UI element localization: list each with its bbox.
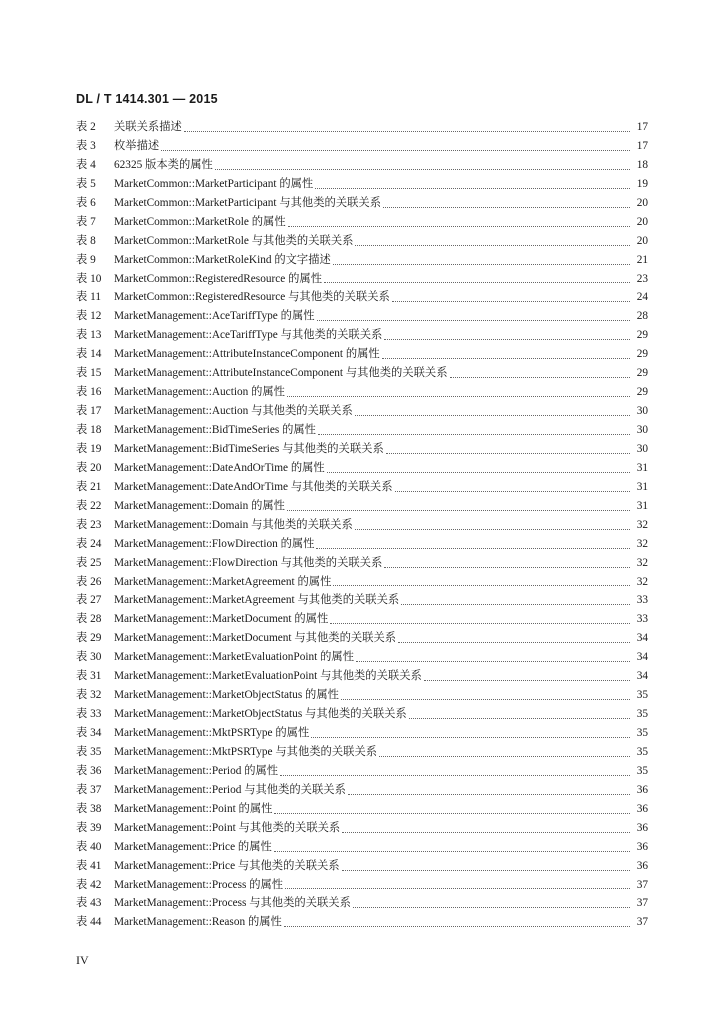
toc-entry-page: 37 <box>636 897 648 910</box>
toc-entry-title: MarketManagement::MarketEvaluationPoint 的属性 <box>114 651 355 664</box>
toc-dot-leader <box>353 907 630 908</box>
toc-entry[interactable] <box>76 819 648 838</box>
toc-entry-page: 21 <box>636 253 648 266</box>
toc-entry-number: 表 44 <box>76 916 102 929</box>
toc-entry-page: 30 <box>636 442 648 455</box>
toc-entry[interactable] <box>76 743 648 762</box>
toc-entry-title: MarketManagement::Point 与其他类的关联关系 <box>114 821 341 834</box>
toc-entry-number: 表 19 <box>76 442 102 455</box>
toc-entry-number: 表 4 <box>76 158 96 171</box>
toc-entry-title: 枚举描述 <box>114 139 160 152</box>
toc-entry[interactable] <box>76 667 648 686</box>
toc-entry-page: 37 <box>636 916 648 929</box>
toc-entry-title: MarketManagement::Process 的属性 <box>114 878 284 891</box>
toc-entry-page: 31 <box>636 461 648 474</box>
toc-entry[interactable] <box>76 364 648 383</box>
toc-entry-title: MarketManagement::MarketEvaluationPoint 与其他类的关联关系 <box>114 670 422 683</box>
toc-entry-number: 表 7 <box>76 215 96 228</box>
toc-entry-title: MarketManagement::MarketObjectStatus 与其他类的关联关系 <box>114 708 407 721</box>
toc-entry-number: 表 17 <box>76 405 102 418</box>
toc-entry-number: 表 26 <box>76 575 102 588</box>
toc-entry-page: 36 <box>636 840 648 853</box>
toc-entry-title: MarketCommon::MarketParticipant 的属性 <box>114 177 314 190</box>
toc-dot-leader <box>317 320 630 321</box>
toc-dot-leader <box>330 623 630 624</box>
toc-entry-title: MarketManagement::MarketAgreement 与其他类的关联关系 <box>114 594 400 607</box>
toc-entry[interactable] <box>76 610 648 629</box>
toc-entry[interactable] <box>76 270 648 289</box>
toc-dot-leader <box>324 282 630 283</box>
toc-entry[interactable] <box>76 516 648 535</box>
toc-entry-page: 17 <box>636 121 648 133</box>
toc-entry-title: MarketCommon::MarketRoleKind 的文字描述 <box>114 253 331 266</box>
toc-entry-title: MarketManagement::FlowDirection 与其他类的关联关系 <box>114 556 383 569</box>
toc-entry-page: 33 <box>636 594 648 607</box>
toc-dot-leader <box>333 585 630 586</box>
toc-entry-page: 35 <box>636 689 648 702</box>
toc-entry-number: 表 24 <box>76 537 102 550</box>
toc-entry-title: MarketManagement::AceTariffType 与其他类的关联关系 <box>114 329 383 342</box>
toc-dot-leader <box>392 301 630 302</box>
toc-entry-number: 表 9 <box>76 253 96 266</box>
toc-dot-leader <box>382 358 630 359</box>
toc-entry-page: 36 <box>636 821 648 834</box>
toc-entry-page: 35 <box>636 708 648 721</box>
toc-entry-page: 30 <box>636 424 648 436</box>
toc-dot-leader <box>284 926 630 927</box>
toc-entry-page: 35 <box>636 727 648 739</box>
toc-entry-page: 17 <box>636 139 648 152</box>
toc-dot-leader <box>355 415 630 416</box>
toc-dot-leader <box>274 851 630 852</box>
document-header: DL / T 1414.301 — 2015 <box>76 92 218 106</box>
toc-entry[interactable] <box>76 251 648 270</box>
toc-dot-leader <box>348 794 630 795</box>
toc-entry-page: 20 <box>636 196 648 209</box>
toc-entry[interactable] <box>76 913 648 932</box>
toc-dot-leader <box>395 491 630 492</box>
toc-entry-number: 表 27 <box>76 594 102 607</box>
toc-entry-number: 表 40 <box>76 840 102 853</box>
toc-entry-title: MarketManagement::BidTimeSeries 的属性 <box>114 424 316 436</box>
toc-entry-page: 20 <box>636 234 648 247</box>
toc-entry-number: 表 32 <box>76 689 102 702</box>
toc-entry[interactable] <box>76 421 648 440</box>
toc-entry-page: 32 <box>636 537 648 550</box>
toc-entry-number: 表 2 <box>76 121 96 133</box>
toc-entry[interactable] <box>76 535 648 554</box>
toc-entry[interactable] <box>76 629 648 648</box>
toc-entry-number: 表 42 <box>76 878 102 891</box>
toc-dot-leader <box>383 207 630 208</box>
toc-entry[interactable] <box>76 857 648 876</box>
toc-entry-number: 表 14 <box>76 348 102 361</box>
toc-dot-leader <box>398 642 630 643</box>
toc-entry[interactable] <box>76 724 648 743</box>
toc-dot-leader <box>384 567 630 568</box>
toc-entry-page: 36 <box>636 783 648 796</box>
toc-dot-leader <box>356 661 630 662</box>
toc-entry-number: 表 37 <box>76 783 102 796</box>
toc-entry-number: 表 3 <box>76 139 96 152</box>
toc-entry-title: MarketManagement::Auction 与其他类的关联关系 <box>114 405 353 418</box>
toc-dot-leader <box>215 169 630 170</box>
toc-entry-page: 32 <box>636 575 648 588</box>
toc-entry[interactable] <box>76 478 648 497</box>
toc-entry-title: MarketCommon::RegisteredResource 的属性 <box>114 272 323 285</box>
toc-entry-page: 33 <box>636 613 648 626</box>
toc-dot-leader <box>318 434 630 435</box>
toc-entry-title: MarketManagement::Price 的属性 <box>114 840 272 853</box>
toc-entry-title: MarketManagement::FlowDirection 的属性 <box>114 537 315 550</box>
toc-entry-title: MarketManagement::Domain 的属性 <box>114 499 285 512</box>
toc-entry[interactable] <box>76 402 648 421</box>
toc-dot-leader <box>355 245 630 246</box>
toc-entry-title: MarketManagement::Period 的属性 <box>114 764 279 777</box>
toc-entry-title: MarketManagement::MktPSRType 的属性 <box>114 727 310 739</box>
toc-dot-leader <box>379 756 630 757</box>
toc-dot-leader <box>341 699 630 700</box>
toc-dot-leader <box>424 680 630 681</box>
toc-entry[interactable] <box>76 686 648 705</box>
toc-entry[interactable] <box>76 876 648 895</box>
toc-entry-page: 23 <box>636 272 648 285</box>
toc-entry[interactable] <box>76 800 648 819</box>
toc-entry-number: 表 21 <box>76 480 102 493</box>
toc-entry-page: 29 <box>636 386 648 399</box>
toc-entry-page: 36 <box>636 802 648 815</box>
toc-entry-title: MarketCommon::RegisteredResource 与其他类的关联关系 <box>114 291 390 304</box>
toc-entry[interactable] <box>76 440 648 459</box>
toc-entry-number: 表 23 <box>76 518 102 531</box>
toc-entry-number: 表 10 <box>76 272 102 285</box>
toc-entry-title: MarketManagement::Period 与其他类的关联关系 <box>114 783 346 796</box>
toc-entry-number: 表 39 <box>76 821 102 834</box>
toc-entry-number: 表 6 <box>76 196 96 209</box>
toc-entry[interactable] <box>76 591 648 610</box>
toc-entry-title: MarketManagement::Process 与其他类的关联关系 <box>114 897 351 910</box>
toc-entry-number: 表 15 <box>76 367 102 380</box>
toc-entry-page: 32 <box>636 556 648 569</box>
toc-entry-title: MarketManagement::AttributeInstanceComponent 与其他类的关联关系 <box>114 367 448 380</box>
page-folio: IV <box>76 953 89 967</box>
toc-dot-leader <box>288 226 630 227</box>
toc-entry-number: 表 43 <box>76 897 102 910</box>
toc-entry[interactable] <box>76 573 648 592</box>
toc-entry[interactable] <box>76 648 648 667</box>
toc-entry-title: 关联关系描述 <box>114 121 182 133</box>
table-of-tables <box>76 118 648 932</box>
toc-entry[interactable] <box>76 345 648 364</box>
toc-entry[interactable] <box>76 894 648 913</box>
toc-entry-title: MarketManagement::Point 的属性 <box>114 802 273 815</box>
toc-entry[interactable] <box>76 156 648 175</box>
toc-entry-page: 31 <box>636 480 648 493</box>
toc-entry-page: 37 <box>636 878 648 891</box>
toc-entry-title: MarketManagement::MarketAgreement 的属性 <box>114 575 332 588</box>
toc-dot-leader <box>316 548 630 549</box>
toc-entry-number: 表 16 <box>76 386 102 399</box>
toc-entry[interactable] <box>76 118 648 137</box>
toc-entry-number: 表 5 <box>76 177 96 190</box>
toc-entry[interactable] <box>76 838 648 857</box>
toc-entry-page: 35 <box>636 764 648 777</box>
toc-entry-page: 29 <box>636 329 648 342</box>
toc-entry-page: 34 <box>636 651 648 664</box>
toc-dot-leader <box>280 775 630 776</box>
toc-dot-leader <box>161 150 630 151</box>
toc-entry-title: MarketManagement::Reason 的属性 <box>114 916 282 929</box>
toc-entry-number: 表 29 <box>76 632 102 645</box>
toc-entry-number: 表 13 <box>76 329 102 342</box>
toc-entry-number: 表 35 <box>76 745 102 758</box>
toc-entry-number: 表 11 <box>76 291 101 304</box>
toc-entry[interactable] <box>76 137 648 156</box>
toc-entry-page: 28 <box>636 310 648 323</box>
toc-entry-number: 表 8 <box>76 234 96 247</box>
toc-dot-leader <box>401 604 630 605</box>
toc-dot-leader <box>342 832 630 833</box>
toc-entry-number: 表 36 <box>76 764 102 777</box>
toc-entry[interactable] <box>76 194 648 213</box>
toc-entry-title: MarketManagement::AceTariffType 的属性 <box>114 310 315 323</box>
toc-entry-page: 29 <box>636 348 648 361</box>
toc-entry-number: 表 25 <box>76 556 102 569</box>
toc-entry-title: MarketCommon::MarketParticipant 与其他类的关联关系 <box>114 196 382 209</box>
toc-entry-title: MarketManagement::BidTimeSeries 与其他类的关联关系 <box>114 442 384 455</box>
toc-entry[interactable] <box>76 762 648 781</box>
toc-entry-number: 表 12 <box>76 310 102 323</box>
toc-entry[interactable] <box>76 497 648 516</box>
toc-entry-page: 34 <box>636 670 648 683</box>
toc-entry-number: 表 28 <box>76 613 102 626</box>
toc-entry-page: 31 <box>636 499 648 512</box>
toc-dot-leader <box>409 718 630 719</box>
toc-entry-title: MarketManagement::Auction 的属性 <box>114 386 285 399</box>
toc-entry[interactable] <box>76 781 648 800</box>
toc-dot-leader <box>355 529 630 530</box>
toc-entry-page: 18 <box>636 158 648 171</box>
toc-dot-leader <box>384 339 630 340</box>
toc-entry[interactable] <box>76 383 648 402</box>
toc-entry[interactable] <box>76 705 648 724</box>
toc-entry-number: 表 20 <box>76 461 102 474</box>
toc-entry-title: MarketCommon::MarketRole 的属性 <box>114 215 286 228</box>
toc-entry-title: MarketManagement::DateAndOrTime 的属性 <box>114 461 325 474</box>
toc-entry[interactable] <box>76 232 648 251</box>
toc-entry-number: 表 31 <box>76 670 102 683</box>
toc-entry-number: 表 41 <box>76 859 102 872</box>
toc-entry-number: 表 30 <box>76 651 102 664</box>
toc-entry[interactable] <box>76 554 648 573</box>
toc-entry-page: 29 <box>636 367 648 380</box>
toc-entry[interactable] <box>76 213 648 232</box>
toc-entry-title: MarketManagement::MktPSRType 与其他类的关联关系 <box>114 745 378 758</box>
toc-entry-number: 表 18 <box>76 424 102 436</box>
toc-entry-title: MarketManagement::Domain 与其他类的关联关系 <box>114 518 353 531</box>
toc-entry[interactable] <box>76 307 648 326</box>
toc-entry-title: MarketCommon::MarketRole 与其他类的关联关系 <box>114 234 354 247</box>
toc-dot-leader <box>287 510 630 511</box>
toc-entry-page: 35 <box>636 745 648 758</box>
toc-dot-leader <box>274 813 630 814</box>
toc-entry-page: 24 <box>636 291 648 304</box>
toc-entry[interactable] <box>76 288 648 307</box>
toc-entry[interactable] <box>76 326 648 345</box>
toc-entry-title: MarketManagement::Price 与其他类的关联关系 <box>114 859 340 872</box>
toc-entry-title: MarketManagement::MarketDocument 的属性 <box>114 613 329 626</box>
toc-entry-page: 34 <box>636 632 648 645</box>
toc-entry-number: 表 38 <box>76 802 102 815</box>
toc-entry-number: 表 33 <box>76 708 102 721</box>
toc-entry-title: MarketManagement::AttributeInstanceComponent 的属性 <box>114 348 380 361</box>
toc-entry-page: 30 <box>636 405 648 418</box>
toc-entry-number: 表 34 <box>76 727 102 739</box>
toc-entry-number: 表 22 <box>76 499 102 512</box>
toc-entry-page: 20 <box>636 215 648 228</box>
toc-dot-leader <box>311 737 630 738</box>
toc-dot-leader <box>315 188 630 189</box>
toc-dot-leader <box>333 264 630 265</box>
toc-dot-leader <box>386 453 630 454</box>
toc-dot-leader <box>327 472 630 473</box>
toc-entry-page: 32 <box>636 518 648 531</box>
toc-dot-leader <box>342 870 630 871</box>
toc-dot-leader <box>285 888 630 889</box>
toc-dot-leader <box>184 131 630 132</box>
toc-entry-page: 19 <box>636 177 648 190</box>
toc-dot-leader <box>287 396 630 397</box>
toc-dot-leader <box>450 377 630 378</box>
toc-entry-title: MarketManagement::MarketObjectStatus 的属性 <box>114 689 339 702</box>
toc-entry-title: MarketManagement::DateAndOrTime 与其他类的关联关系 <box>114 480 393 493</box>
toc-entry-page: 36 <box>636 859 648 872</box>
toc-entry[interactable] <box>76 459 648 478</box>
toc-entry-title: 62325 版本类的属性 <box>114 158 213 171</box>
toc-entry[interactable] <box>76 175 648 194</box>
toc-entry-title: MarketManagement::MarketDocument 与其他类的关联关系 <box>114 632 397 645</box>
